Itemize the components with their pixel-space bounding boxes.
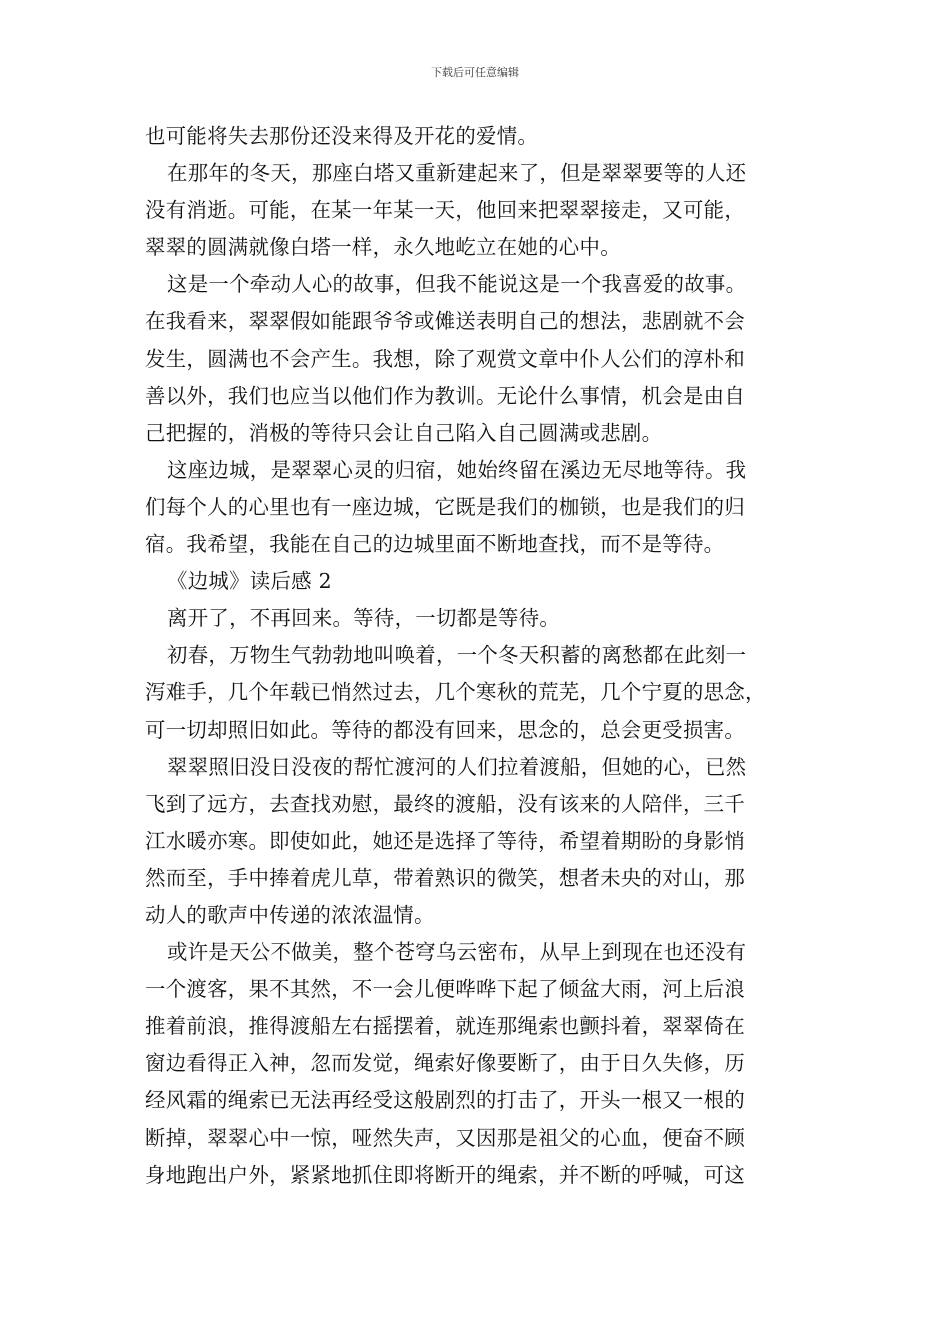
text-line: 们每个人的心里也有一座边城，它既是我们的枷锁，也是我们的归 (145, 494, 746, 519)
text-line: 推着前浪，推得渡船左右摇摆着，就连那绳索也颤抖着，翠翠倚在 (145, 1014, 746, 1039)
text-line: 离开了，不再回来。等待，一切都是等待。 (167, 606, 561, 631)
text-line: 发生，圆满也不会产生。我想，除了观赏文章中仆人公们的淳朴和 (145, 346, 746, 371)
text-line: 窗边看得正入神，忽而发觉，绳索好像要断了，由于日久失修，历 (145, 1051, 746, 1076)
text-line: 初春，万物生气勃勃地叫唤着，一个冬天积蓄的离愁都在此刻一 (167, 643, 747, 668)
text-line: 飞到了远方，去查找劝慰，最终的渡船，没有该来的人陪伴，三千 (145, 791, 746, 816)
text-line: 翠翠照旧没日没夜的帮忙渡河的人们拉着渡船，但她的心，已然 (167, 754, 747, 779)
text-line: 己把握的，消极的等待只会让自己陷入自己圆满或悲剧。 (145, 420, 663, 445)
text-line: 也可能将失去那份还没来得及开花的爱情。 (145, 124, 539, 148)
text-line: 翠翠的圆满就像白塔一样，永久地屹立在她的心中。 (145, 235, 621, 260)
document-body (145, 118, 815, 1194)
page-header: 下载后可任意编辑 (431, 66, 519, 79)
text-line: 《边城》读后感 2 (167, 569, 332, 594)
text-line: 这座边城，是翠翠心灵的归宿，她始终留在溪边无尽地等待。我 (167, 457, 747, 482)
text-line: 没有消逝。可能，在某一年某一天，他回来把翠翠接走，又可能， (145, 198, 746, 223)
text-line: 断掉，翠翠心中一惊，哑然失声，又因那是祖父的心血，便奋不顾 (145, 1125, 746, 1150)
text-line: 可一切却照旧如此。等待的都没有回来，思念的，总会更受损害。 (145, 717, 746, 742)
text-line: 然而至，手中捧着虎儿草，带着熟识的微笑，想者未央的对山，那 (145, 865, 746, 890)
text-line: 宿。我希望，我能在自己的边城里面不断地查找，而不是等待。 (145, 532, 725, 557)
text-line: 动人的歌声中传递的浓浓温情。 (145, 902, 435, 927)
text-line: 身地跑出户外，紧紧地抓住即将断开的绳索，并不断的呼喊，可这 (145, 1162, 746, 1187)
text-line: 一个渡客，果不其然，不一会儿便哗哗下起了倾盆大雨，河上后浪 (145, 977, 746, 1002)
text-line: 善以外，我们也应当以他们作为教训。无论什么事情，机会是由自 (145, 383, 746, 408)
text-line: 泻难手，几个年载已悄然过去，几个寒秋的荒芜，几个宁夏的思念， (145, 680, 766, 705)
text-line: 经风霜的绳索已无法再经受这般剧烈的打击了，开头一根又一根的 (145, 1088, 746, 1113)
text-line: 江水暖亦寒。即使如此，她还是选择了等待，希望着期盼的身影悄 (145, 828, 746, 853)
text-line: 这是一个牵动人心的故事，但我不能说这是一个我喜爱的故事。 (167, 272, 747, 297)
text-line: 在我看来，翠翠假如能跟爷爷或傩送表明自己的想法，悲剧就不会 (145, 309, 746, 334)
text-line: 在那年的冬天，那座白塔又重新建起来了，但是翠翠要等的人还 (167, 161, 747, 186)
text-line: 或许是天公不做美，整个苍穹乌云密布，从早上到现在也还没有 (167, 940, 747, 965)
